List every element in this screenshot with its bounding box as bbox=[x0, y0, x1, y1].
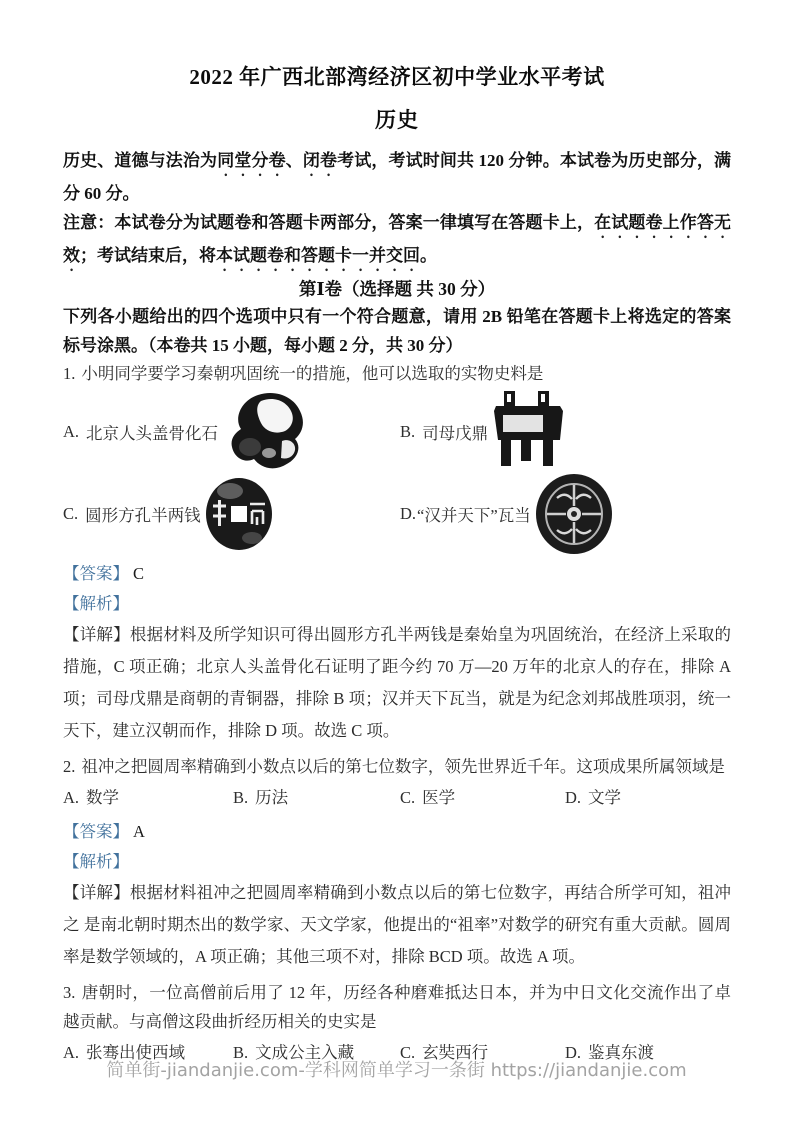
question-1-option-d bbox=[400, 473, 731, 555]
question-2-option-a bbox=[63, 783, 233, 813]
option-b-label: B. bbox=[233, 788, 249, 807]
answer-label: 【答案】 bbox=[63, 563, 129, 583]
option-a-text: 数学 bbox=[86, 788, 120, 807]
option-c-label: C. bbox=[400, 788, 416, 807]
question-1-answer-line bbox=[63, 559, 731, 589]
question-2-number: 2. bbox=[63, 756, 76, 776]
question-2-detail: 【详解】根据材料祖冲之把圆周率精确到小数点以后的第七位数字，再结合所学可知，祖冲之 是南北朝时期杰出的数学家、天文学家，他提出的“祖率”对数学的研究有重大贡献。圆周率是数学领域的，A 项正确；其他三项不对，排除 BCD 项。故选 A 项。 bbox=[63, 883, 731, 966]
question-1 bbox=[63, 360, 731, 747]
plain-text: 注意：本试卷分为试题卷和答题卡两部分，答案一律填写在答题卡上， bbox=[63, 212, 595, 232]
bronze-ding-image bbox=[491, 390, 565, 474]
option-d-label: D. bbox=[565, 788, 582, 807]
emphasized-text: 在试题卷上作答无效 bbox=[63, 212, 731, 265]
question-1-analysis-line bbox=[63, 589, 731, 619]
option-b-text: 司母戊鼎 bbox=[422, 423, 489, 443]
option-b-label: B. bbox=[233, 1043, 249, 1062]
exam-title: 2022 年广西北部湾经济区初中学业水平考试 bbox=[189, 65, 605, 89]
section-1-heading: 第Ⅰ卷（选择题 共 30 分） bbox=[298, 278, 496, 299]
plain-text: 考试，考试时间共 120 分钟。本试卷为历史部分，满分 60 分。 bbox=[63, 151, 732, 203]
option-c-text: 圆形方孔半两钱 bbox=[85, 505, 201, 525]
question-2 bbox=[63, 753, 731, 974]
option-a-text: 北京人头盖骨化石 bbox=[86, 423, 219, 443]
option-a-label: A. bbox=[63, 1043, 80, 1062]
question-1-option-a bbox=[63, 391, 400, 473]
section-1-instructions: 下列各小题给出的四个选项中只有一个符合题意，请用 2B 铅笔在答题卡上将选定的答案标号涂黑。（本卷共 15 小题，每小题 2 分，共 30 分） bbox=[63, 307, 731, 355]
option-a-label: A. bbox=[63, 788, 80, 807]
question-2-option-c bbox=[400, 783, 565, 813]
answer-label: 【答案】 bbox=[63, 822, 129, 841]
option-c-label: C. bbox=[400, 1043, 416, 1062]
option-d-text: 文学 bbox=[588, 788, 622, 807]
exam-subject: 历史 bbox=[375, 108, 419, 132]
question-3 bbox=[63, 979, 731, 1068]
banliang-coin-image bbox=[204, 476, 274, 552]
plain-text: ；考试结束后，将 bbox=[80, 245, 216, 265]
option-c-text: 医学 bbox=[422, 788, 456, 807]
option-c-label: C. bbox=[63, 503, 79, 523]
question-2-stem-text: 祖冲之把圆周率精确到小数点以后的第七位数字，领先世界近千年。这项成果所属领域是 bbox=[81, 756, 725, 776]
answer-value: C bbox=[133, 563, 145, 583]
question-2-options bbox=[63, 783, 731, 813]
plain-text: 历史、道德与法治为 bbox=[63, 151, 218, 170]
question-2-option-d bbox=[565, 783, 731, 813]
question-2-option-b bbox=[233, 783, 400, 813]
option-b-label: B. bbox=[400, 421, 416, 441]
option-b-text: 文成公主入藏 bbox=[255, 1043, 355, 1062]
exam-notice-paragraph bbox=[63, 209, 731, 275]
plain-text: 、 bbox=[285, 151, 303, 170]
skull-fossil-image bbox=[221, 390, 311, 474]
question-2-answer-line bbox=[63, 817, 731, 847]
question-1-options bbox=[63, 391, 731, 555]
option-b-text: 历法 bbox=[255, 788, 289, 807]
question-3-number: 3. bbox=[63, 983, 76, 1002]
question-1-option-c bbox=[63, 473, 400, 555]
option-d-text: “汉并天下”瓦当 bbox=[417, 505, 531, 525]
option-a-label: A. bbox=[63, 421, 80, 441]
option-d-label: D. bbox=[400, 503, 417, 523]
emphasized-text: 同堂分卷 bbox=[217, 151, 286, 170]
exam-rules-paragraph bbox=[63, 147, 731, 209]
question-2-analysis-line bbox=[63, 847, 731, 877]
option-d-label: D. bbox=[565, 1043, 582, 1062]
question-1-detail: 【详解】根据材料及所学知识可得出圆形方孔半两钱是秦始皇为巩固统治，在经济上采取的措施，C 项正确；北京人头盖骨化石证明了距今约 70 万—20 万年的北京人的存在，排除 A 项；司母戊鼎是商朝的青铜器，排除 B 项；汉并天下瓦当，就是为纪念刘邦战胜项羽，统一天下，建立汉朝而作，排除 D 项。故选 C 项。 bbox=[63, 624, 731, 740]
question-1-number: 1. bbox=[63, 364, 76, 383]
emphasized-text: 本试题卷和答题卡一并交回 bbox=[216, 245, 420, 265]
option-a-text: 张骞出使西域 bbox=[86, 1043, 186, 1062]
analysis-label: 【解析】 bbox=[63, 852, 129, 871]
emphasized-text: 闭卷 bbox=[302, 151, 338, 170]
question-3-stem-text: 唐朝时，一位高僧前后用了 12 年，历经各种磨难抵达日本，并为中日文化交流作出了卓越贡献。与高僧这段曲折经历相关的史实是 bbox=[63, 983, 731, 1031]
question-1-stem bbox=[63, 360, 731, 389]
question-3-stem bbox=[63, 979, 731, 1036]
question-1-option-b bbox=[400, 391, 731, 473]
option-d-text: 鉴真东渡 bbox=[588, 1043, 655, 1062]
han-tile-end-image bbox=[534, 472, 614, 556]
answer-value: A bbox=[133, 822, 145, 841]
question-1-stem-text: 小明同学要学习秦朝巩固统一的措施，他可以选取的实物史料是 bbox=[81, 364, 544, 383]
analysis-label: 【解析】 bbox=[63, 593, 129, 613]
option-c-text: 玄奘西行 bbox=[422, 1043, 489, 1062]
plain-text: 。 bbox=[420, 245, 437, 265]
question-2-stem bbox=[63, 753, 731, 782]
watermark-footer: 简单街-jiandanjie.com-学科网简单学习一条街 https://jiandanjie.com bbox=[106, 1060, 687, 1081]
